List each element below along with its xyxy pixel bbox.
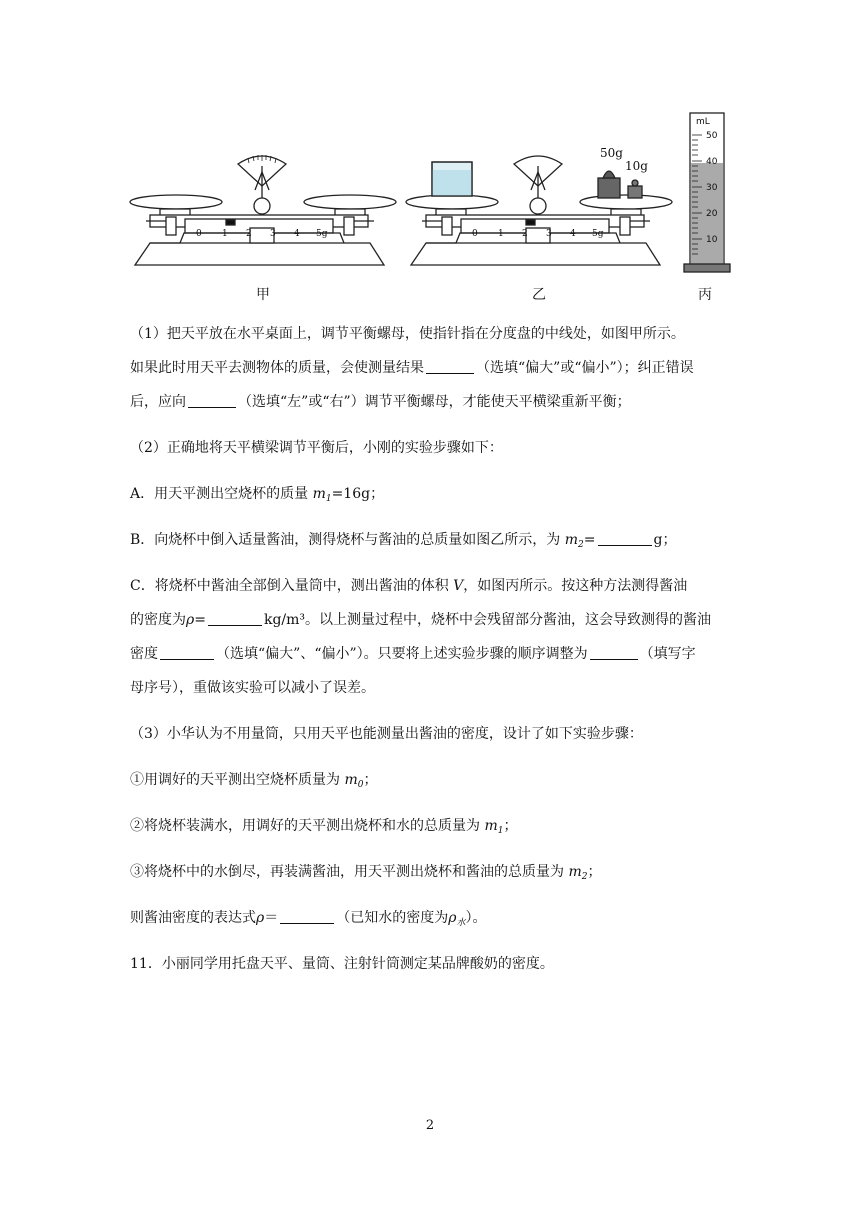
scale-tick: 0 bbox=[196, 229, 202, 239]
q1-line3: 后，应向 （选填“左”或“右”）调节平衡螺母，才能使天平横梁重新平衡； bbox=[130, 394, 631, 410]
weight-10g-label: 10g bbox=[625, 159, 648, 173]
q3-step3: ③将烧杯中的水倒尽，再装满酱油，用天平测出烧杯和酱油的总质量为 $m_2$； bbox=[130, 864, 602, 882]
q3-step2: ②将烧杯装满水，用调好的天平测出烧杯和水的总质量为 $m_1$； bbox=[130, 818, 518, 836]
scale-tick: 0 bbox=[472, 229, 478, 239]
q3-step1: ①用调好的天平测出空烧杯质量为 $m_0$； bbox=[130, 772, 378, 790]
label-jia: 甲 bbox=[256, 287, 270, 303]
q1-line1: （1）把天平放在水平桌面上，调节平衡螺母，使指针指在分度盘的中线处，如图甲所示。 bbox=[130, 326, 685, 342]
answer-blank[interactable] bbox=[426, 361, 474, 374]
q1-line2: 如果此时用天平去测物体的质量，会使测量结果 （选填“偏大”或“偏小”）；纠正错误 bbox=[130, 360, 694, 376]
scale-tick: 2 bbox=[246, 229, 252, 239]
scale-tick: 1 bbox=[498, 229, 504, 239]
experiment-figure bbox=[0, 100, 860, 300]
q3-intro: （3）小华认为不用量筒，只用天平也能测量出酱油的密度，设计了如下实验步骤： bbox=[130, 726, 643, 742]
page-number: 2 bbox=[425, 1118, 435, 1133]
cylinder-tick: 10 bbox=[706, 235, 718, 245]
q2-step-a: A．用天平测出空烧杯的质量 $m_1=16g$； bbox=[130, 486, 385, 504]
question-11: 11．小丽同学用托盘天平、量筒、注射针筒测定某品牌酸奶的密度。 bbox=[130, 956, 554, 972]
q2-step-c-4: 母序号），重做该实验可以减小了误差。 bbox=[130, 680, 375, 696]
scale-tick: 2 bbox=[522, 229, 528, 239]
q2-intro: （2）正确地将天平横梁调节平衡后，小刚的实验步骤如下： bbox=[130, 440, 503, 456]
q2-step-c-2: 的密度为ρ= kg/m³。以上测量过程中，烧杯中会残留部分酱油，这会导致测得的酱油 bbox=[130, 612, 712, 628]
answer-blank[interactable] bbox=[160, 647, 214, 660]
q2-step-c-1: C．将烧杯中酱油全部倒入量筒中，测出酱油的体积 V，如图丙所示。按这种方法测得酱油 bbox=[130, 578, 688, 594]
label-bing: 丙 bbox=[698, 287, 712, 303]
answer-blank[interactable] bbox=[590, 647, 638, 660]
q2-step-b: B．向烧杯中倒入适量酱油，测得烧杯与酱油的总质量如图乙所示，为 $m_2= g$； bbox=[130, 532, 677, 550]
scale-tick: 5g bbox=[316, 229, 328, 239]
answer-blank[interactable] bbox=[280, 911, 334, 924]
scale-tick: 3 bbox=[270, 229, 276, 239]
scale-tick: 1 bbox=[222, 229, 228, 239]
weight-50g-label: 50g bbox=[600, 146, 623, 160]
cylinder-tick: 20 bbox=[706, 209, 718, 219]
label-yi: 乙 bbox=[532, 287, 546, 303]
scale-tick: 3 bbox=[546, 229, 552, 239]
cylinder-tick: 30 bbox=[706, 183, 718, 193]
q2-step-c-3: 密度 （选填“偏大”、“偏小”）。只要将上述实验步骤的顺序调整为 （填写字 bbox=[130, 646, 696, 662]
answer-blank[interactable] bbox=[208, 613, 262, 626]
q3-expression: 则酱油密度的表达式ρ＝ （已知水的密度为$\rho_水$）。 bbox=[130, 910, 487, 928]
scale-tick: 4 bbox=[294, 229, 300, 239]
scale-tick: 5g bbox=[592, 229, 604, 239]
answer-blank[interactable] bbox=[188, 395, 236, 408]
scale-tick: 4 bbox=[570, 229, 576, 239]
balance-jia bbox=[130, 155, 396, 265]
answer-blank[interactable] bbox=[598, 533, 652, 546]
cylinder-tick: 50 bbox=[706, 131, 718, 141]
cylinder-unit: mL bbox=[696, 117, 710, 127]
cylinder-tick: 40 bbox=[706, 157, 718, 167]
